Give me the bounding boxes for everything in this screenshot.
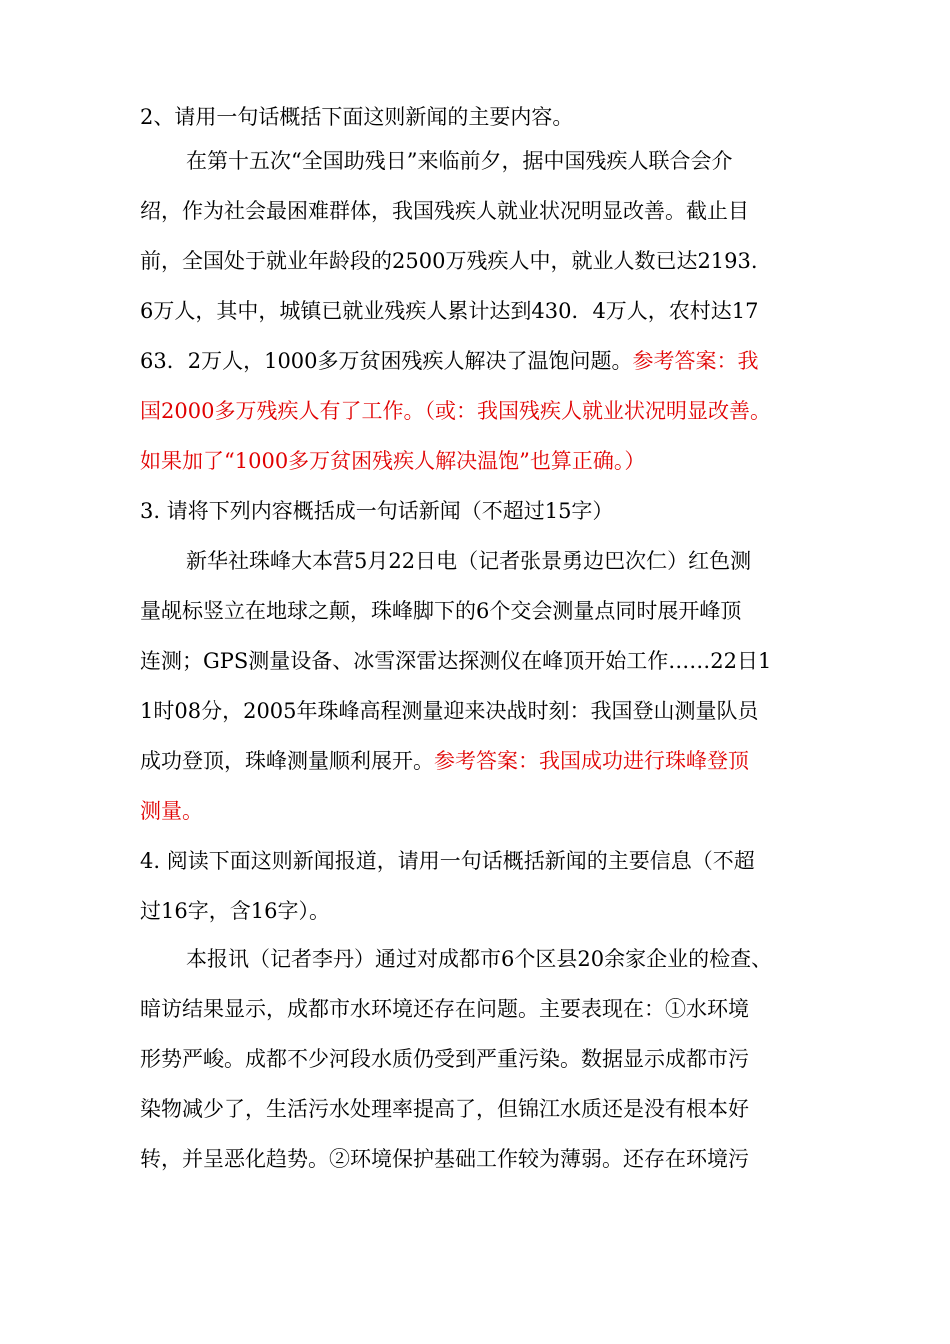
news-paragraph-line: 绍，作为社会最困难群体，我国残疾人就业状况明显改善。截止目 — [140, 199, 749, 223]
news-paragraph-line: 6万人，其中，城镇已就业残疾人累计达到430．4万人，农村达17 — [140, 299, 759, 323]
news-paragraph-line: 本报讯（记者李丹）通过对成都市6个区县20余家企业的检查、 — [186, 947, 773, 971]
news-paragraph-line: 连测；GPS测量设备、冰雪深雷达探测仪在峰顶开始工作……22日1 — [140, 649, 772, 673]
question-2: 2、请用一句话概括下面这则新闻的主要内容。 — [140, 105, 574, 129]
answer-line — [140, 397, 771, 425]
question-3: 3. 请将下列内容概括成一句话新闻（不超过15字） — [140, 499, 614, 523]
question-4: 4. 阅读下面这则新闻报道，请用一句话概括新闻的主要信息（不超 — [140, 849, 755, 873]
answer-text: 测量。 — [140, 799, 203, 823]
answer-text: 参考答案：我 — [632, 349, 759, 373]
news-paragraph-line: 染物减少了，生活污水处理率提高了，但锦江水质还是没有根本好 — [140, 1097, 749, 1121]
news-paragraph-line: 在第十五次“全国助残日”来临前夕，据中国残疾人联合会介 — [186, 149, 733, 173]
news-paragraph-line: 新华社珠峰大本营5月22日电（记者张景勇边巴次仁）红色测 — [186, 549, 752, 573]
news-paragraph-line: 成功登顶，珠峰测量顺利展开。参考答案：我国成功进行珠峰登顶 — [140, 749, 749, 773]
news-paragraph-line: 前，全国处于就业年龄段的2500万残疾人中，就业人数已达2193. — [140, 249, 758, 273]
news-paragraph-line: 量觇标竖立在地球之颠，珠峰脚下的6个交会测量点同时展开峰顶 — [140, 599, 742, 623]
question-4-line: 过16字，含16字）。 — [140, 899, 330, 923]
news-paragraph-line: 暗访结果显示，成都市水环境还存在问题。主要表现在：①水环境 — [140, 997, 749, 1021]
news-paragraph-line: 转，并呈恶化趋势。②环境保护基础工作较为薄弱。还存在环境污 — [140, 1147, 749, 1171]
news-paragraph-line: 63．2万人，1000多万贫困残疾人解决了温饱问题。参考答案：我 — [140, 349, 759, 373]
answer-text: 参考答案：我国成功进行珠峰登顶 — [434, 749, 749, 773]
answer-line — [140, 447, 645, 475]
news-paragraph-line: 形势严峻。成都不少河段水质仍受到严重污染。数据显示成都市污 — [140, 1047, 749, 1071]
answer-text: 国2000多万残疾人有了工作。（或：我国残疾人就业状况明显改善。 — [140, 399, 771, 423]
answer-text: 如果加了“1000多万贫困残疾人解决温饱”也算正确。） — [140, 449, 646, 473]
answer-line — [140, 797, 203, 825]
news-paragraph-line: 1时08分，2005年珠峰高程测量迎来决战时刻：我国登山测量队员 — [140, 699, 759, 723]
